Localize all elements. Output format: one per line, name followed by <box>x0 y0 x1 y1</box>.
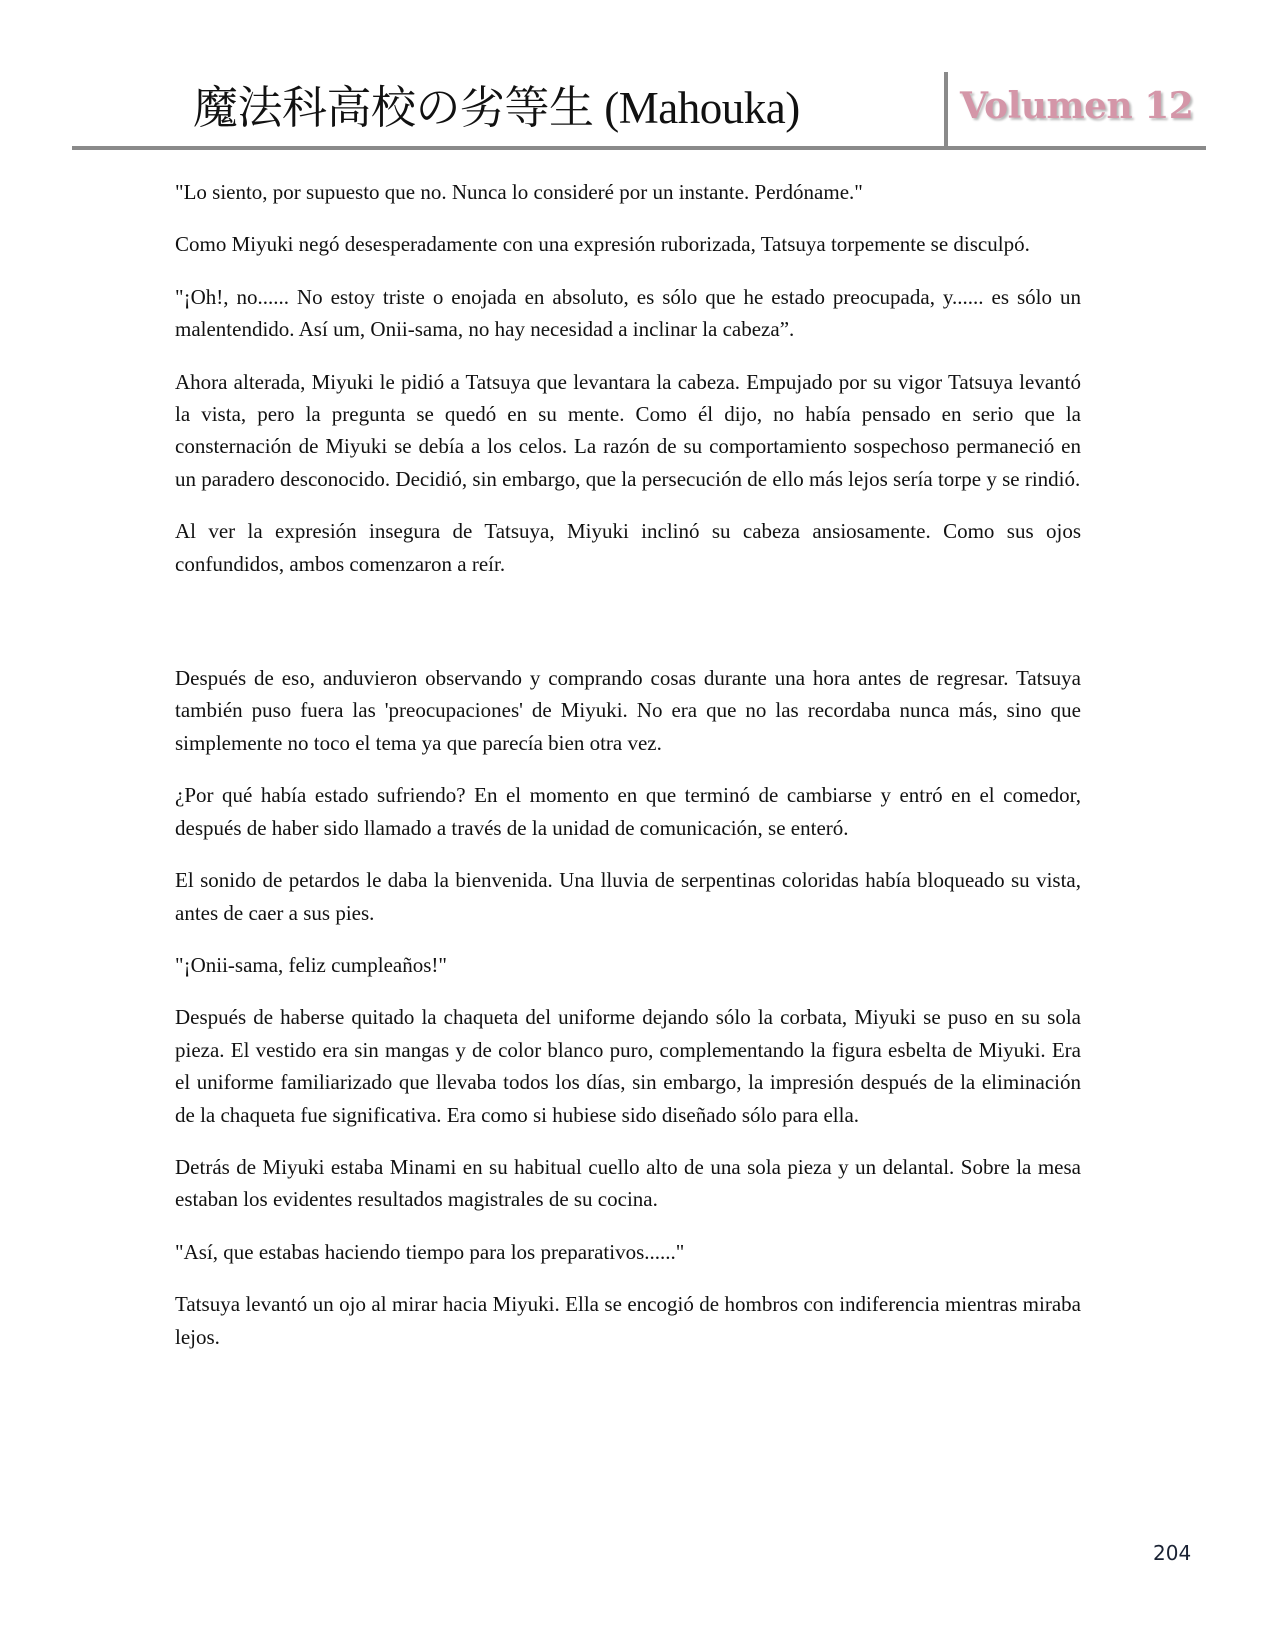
paragraph: Después de haberse quitado la chaqueta del uniforme dejando sólo la corbata, Miyuki se puso en su sola pieza. El vestido era sin mangas y de color blanco puro, complementando la figura esbelta de Miyuki. Era el uniforme familiarizado que llevaba todos los días, sin embargo, la impresión después de la eliminación de la chaqueta fue significativa. Era como si hubiese sido diseñado sólo para ella. <box>175 1005 1081 1127</box>
paragraph: Después de eso, anduvieron observando y comprando cosas durante una hora antes de regresar. Tatsuya también puso fuera las 'preocupaciones' de Miyuki. No era que no las recordaba nunca más, sino que simplemente no toco el tema ya que parecía bien otra vez. <box>175 666 1081 755</box>
body-text <box>175 176 1081 1373</box>
scene-break-spacer <box>175 600 1081 662</box>
paragraph: El sonido de petardos le daba la bienvenida. Una lluvia de serpentinas coloridas había bloqueado su vista, antes de caer a sus pies. <box>175 868 1081 925</box>
paragraph: "Lo siento, por supuesto que no. Nunca lo consideré por un instante. Perdóname." <box>175 180 863 204</box>
paragraph: ¿Por qué había estado sufriendo? En el momento en que terminó de cambiarse y entró en el comedor, después de haber sido llamado a través de la unidad de comunicación, se enteró. <box>175 783 1081 840</box>
paragraph: "Así, que estabas haciendo tiempo para los preparativos......" <box>175 1239 685 1264</box>
paragraph: Detrás de Miyuki estaba Minami en su habitual cuello alto de una sola pieza y un delantal. Sobre la mesa estaban los evidentes resultados magistrales de su cocina. <box>175 1154 1081 1212</box>
page-number: 204 <box>1153 1541 1192 1565</box>
page-header-title: 魔法科高校の劣等生 (Mahouka) <box>193 83 800 133</box>
paragraph: Ahora alterada, Miyuki le pidió a Tatsuya que levantara la cabeza. Empujado por su vigor Tatsuya levantó la vista, pero la pregunta se quedó en su mente. Como él dijo, no había pensado en serio que la consternación de Miyuki se debía a los celos. La razón de su comportamiento sospechoso permaneció en un paradero desconocido. Decidió, sin embargo, que la persecución de ello más lejos sería torpe y se rindió. <box>175 369 1081 491</box>
paragraph: Al ver la expresión insegura de Tatsuya, Miyuki inclinó su cabeza ansiosamente. Como sus ojos confundidos, ambos comenzaron a reír. <box>175 519 1081 576</box>
paragraph: "¡Onii-sama, feliz cumpleaños!" <box>175 952 447 977</box>
paragraph: "¡Oh!, no...... No estoy triste o enojada en absoluto, es sólo que he estado preocupada, y...... es sólo un malentendido. Así um, Onii-sama, no hay necesidad a inclinar la cabeza”. <box>175 284 1081 342</box>
header-vertical-divider <box>944 72 948 148</box>
header-volume-label: Volumen 12 <box>960 85 1194 127</box>
header-horizontal-rule <box>72 146 1206 150</box>
paragraph: Como Miyuki negó desesperadamente con una expresión ruborizada, Tatsuya torpemente se disculpó. <box>175 232 1030 257</box>
paragraph: Tatsuya levantó un ojo al mirar hacia Miyuki. Ella se encogió de hombros con indiferencia mientras miraba lejos. <box>175 1292 1081 1349</box>
